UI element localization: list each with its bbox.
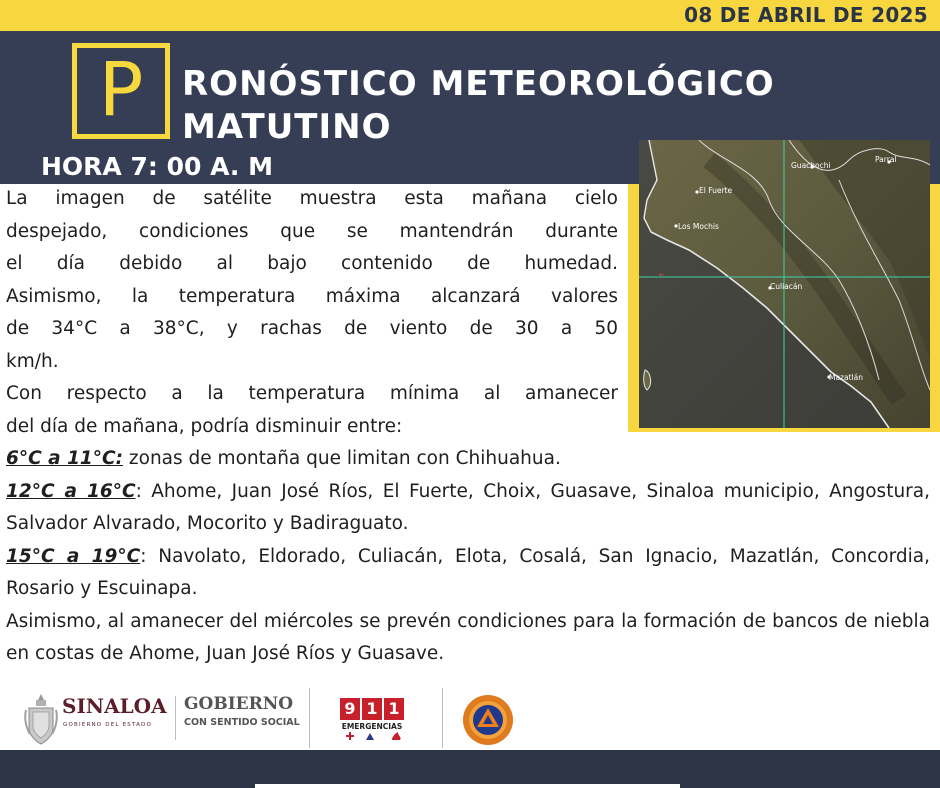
intro-line: el día debido al bajo contenido de humedad. <box>6 253 618 274</box>
map-label-los-mochis: Los Mochis <box>678 222 719 231</box>
emergencias-911-logo <box>340 698 404 742</box>
footer-logos <box>0 686 940 750</box>
intro-line: de 34°C a 38°C, y rachas de viento de 30 a 50 <box>6 318 618 339</box>
date-label: 08 DE ABRIL DE 2025 <box>684 3 928 27</box>
page-title <box>182 63 882 149</box>
intro-paragraph <box>6 183 618 443</box>
logo-divider <box>309 688 310 748</box>
logo-divider <box>175 696 176 740</box>
gobierno-logo-subtitle: CON SENTIDO SOCIAL <box>184 717 300 728</box>
forecast-details <box>6 443 930 671</box>
closing-paragraph: Asimismo, al amanecer del miércoles se prevén condiciones para la formación de bancos de niebla en costas de Ahome, Juan José Ríos y Guasave. <box>6 610 930 664</box>
emergency-icons <box>344 731 404 741</box>
map-marker: ← <box>659 271 665 279</box>
logo-divider <box>442 688 443 748</box>
sinaloa-logo-subtitle: GOBIERNO DEL ESTADO <box>63 722 153 728</box>
sinaloa-logo-text: SINALOA <box>62 694 167 718</box>
forecast-time: HORA 7: 00 A. M <box>41 152 273 181</box>
intro-line: km/h. <box>6 350 59 372</box>
satellite-image <box>639 140 930 428</box>
intro-line: despejado, condiciones que se mantendrán durante <box>6 220 618 242</box>
footer-bar <box>0 750 940 788</box>
map-label-mazatlan: Mazatlán <box>829 373 863 382</box>
range-item-south <box>6 541 930 606</box>
date-bar <box>0 0 940 31</box>
intro-line: del día de mañana, podría disminuir entre: <box>6 415 403 437</box>
range-label: 6°C a 11°C: <box>6 448 124 469</box>
proteccion-civil-logo-icon <box>462 694 514 746</box>
range-label: 12°C a 16°C <box>6 480 136 502</box>
title-line-2: MATUTINO <box>182 107 392 147</box>
e911-digit: 9 <box>340 698 360 720</box>
footer-accent-line <box>255 784 680 788</box>
range-label: 15°C a 19°C <box>6 545 141 567</box>
range-text: : Navolato, Eldorado, Culiacán, Elota, Cosalá, San Ignacio, Mazatlán, Concordia, Rosario y Escuinapa. <box>6 545 930 599</box>
range-text: : Ahome, Juan José Ríos, El Fuerte, Choix, Guasave, Sinaloa municipio, Angostura, Salvador Alvarado, Mocorito y Badiraguato. <box>6 480 930 534</box>
map-label-culiacan: Culiacán <box>770 282 803 291</box>
e911-digit: 1 <box>362 698 382 720</box>
range-item-north <box>6 476 930 541</box>
title-line-1: RONÓSTICO METEOROLÓGICO <box>182 64 775 104</box>
gobierno-logo-text: GOBIERNO <box>184 694 294 714</box>
intro-line: Con respecto a la temperatura mínima al amanecer <box>6 383 618 404</box>
map-label-guachochi: Guachochi <box>791 161 831 170</box>
title-initial-box: P <box>72 43 170 139</box>
sinaloa-seal-icon <box>24 692 58 746</box>
e911-label: EMERGENCIAS <box>341 722 403 731</box>
map-label-el-fuerte: El Fuerte <box>699 186 733 195</box>
e911-digit: 1 <box>384 698 404 720</box>
range-text: zonas de montaña que limitan con Chihuahua. <box>123 448 561 469</box>
range-item-mountain <box>6 443 930 476</box>
intro-line: Asimismo, la temperatura máxima alcanzará valores <box>6 285 618 307</box>
map-label-parral: Parral <box>875 155 897 164</box>
intro-line: La imagen de satélite muestra esta mañana cielo <box>6 188 618 209</box>
